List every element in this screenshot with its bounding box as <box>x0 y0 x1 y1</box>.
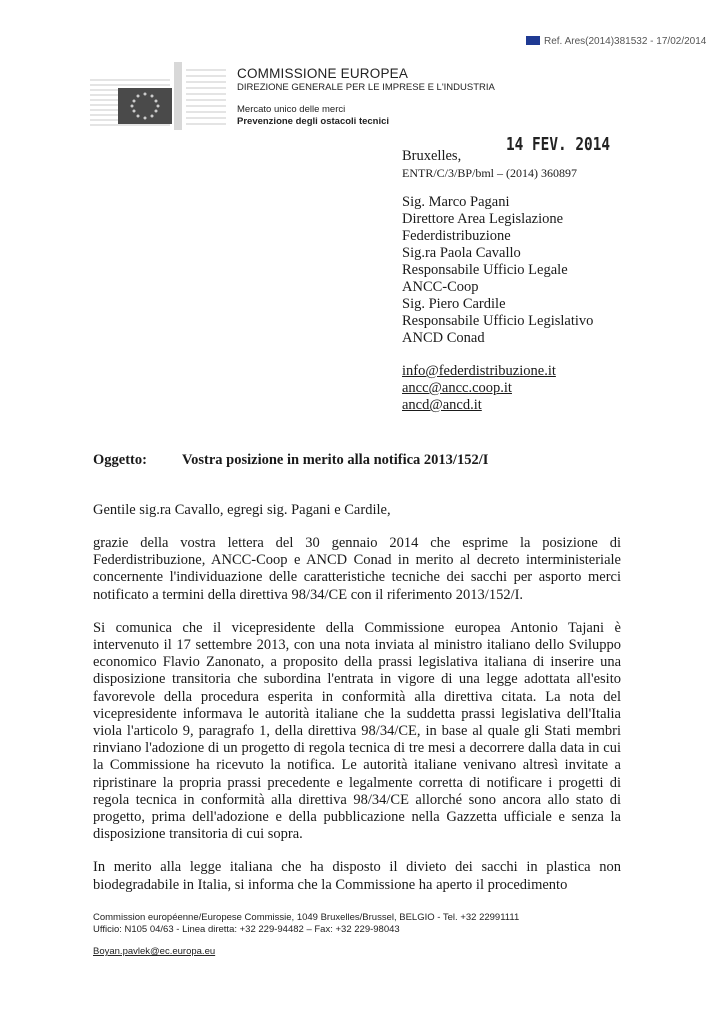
greeting: Gentile sig.ra Cavallo, egregi sig. Pagani e Cardile, <box>93 502 391 518</box>
place: Bruxelles, <box>402 148 462 164</box>
body-paragraph: grazie della vostra lettera del 30 gennaio 2014 che esprime la posizione di Federdistribuzione, ANCC-Coop e ANCD Conad in merito al decreto interministeriale concernente l'individuazione delle caratteristiche tecniche dei sacchi per asporto merci notificato a termini della direttiva 98/34/CE con il riferimento 2013/152/I. <box>93 535 621 603</box>
addressee-line: Responsabile Ufficio Legislativo <box>402 313 594 329</box>
email-link[interactable]: info@federdistribuzione.it <box>402 363 556 379</box>
subject-line <box>93 452 489 469</box>
addressee-line: Sig.ra Paola Cavallo <box>402 245 521 261</box>
letterhead <box>237 66 495 127</box>
subject-text: Vostra posizione in merito alla notifica 2013/152/I <box>182 452 489 468</box>
addressee-line: Federdistribuzione <box>402 228 511 244</box>
reference-text: Ref. Ares(2014)381532 - 17/02/2014 <box>544 36 707 47</box>
document-reference <box>526 36 706 47</box>
email-link[interactable]: ancd@ancd.it <box>402 397 482 413</box>
org-name: COMMISSIONE EUROPEA <box>237 66 409 81</box>
eu-flag-icon <box>526 36 540 45</box>
addressee-line: Sig. Piero Cardile <box>402 296 506 312</box>
commission-logo <box>90 60 226 132</box>
addressee-block <box>402 194 593 347</box>
email-link[interactable]: ancc@ancc.coop.it <box>402 380 512 396</box>
email-list <box>402 363 556 414</box>
addressee-line: Direttore Area Legislazione <box>402 211 564 227</box>
letter-body <box>93 535 621 910</box>
addressee-line: Responsabile Ufficio Legale <box>402 262 568 278</box>
addressee-line: ANCD Conad <box>402 330 485 346</box>
footer-phone: Ufficio: N105 04/63 - Linea diretta: +32 229-94482 – Fax: +32 229-98043 <box>93 924 400 935</box>
body-paragraph: In merito alla legge italiana che ha disposto il divieto dei sacchi in plastica non biodegradabile in Italia, si informa che la Commissione ha aperto il procedimento <box>93 859 621 893</box>
addressee-line: ANCC-Coop <box>402 279 479 295</box>
subject-label: Oggetto: <box>93 452 147 468</box>
reference-number: ENTR/C/3/BP/bml – (2014) 360897 <box>402 166 578 180</box>
footer-email-link[interactable]: Boyan.pavlek@ec.europa.eu <box>93 946 216 957</box>
unit-line-2: Prevenzione degli ostacoli tecnici <box>237 116 390 127</box>
addressee-line: Sig. Marco Pagani <box>402 194 510 210</box>
dg-name: DIREZIONE GENERALE PER LE IMPRESE E L'INDUSTRIA <box>237 82 495 93</box>
body-paragraph: Si comunica che il vicepresidente della Commissione europea Antonio Tajani è intervenuto il 17 settembre 2013, con una nota inviata al ministro italiano dello Sviluppo economico Flavio Zanonato, a proposito della prassi legislativa italiana di inserire una disposizione transitoria che subordina l'entrata in vigore di una legge adottata all'esito favorevole della procedura esperita in conformità alla direttiva citata. La nota del vicepresidente informava le autorità italiane che la suddetta prassi legislativa dell'Italia viola l'articolo 9, paragrafo 1, della direttiva 98/34/CE, in base al quale gli Stati membri rinviano l'adozione di un progetto di regola tecnica di tre mesi a decorrere dalla data in cui la Commissione ha ricevuto la notifica. Le autorità italiane venivano altresì invitate a ripristinare la propria prassi precedente e legalmente corretta di notificare i progetti di regola tecnica in conformità alla direttiva 98/34/CE allorché sono ancora allo stato di progetto, prima dell'adozione e della pubblicazione nella Gazzetta ufficiale e senza la disposizione transitoria di cui sopra. <box>93 619 621 843</box>
footer <box>93 912 519 958</box>
ec-building-flag-logo-icon <box>90 60 226 132</box>
footer-address: Commission européenne/Europese Commissie, 1049 Bruxelles/Brussel, BELGIO - Tel. +32 22991111 <box>93 912 520 923</box>
unit-line-1: Mercato unico delle merci <box>237 104 346 115</box>
date-stamp: 14 FEV. 2014 <box>506 134 611 155</box>
